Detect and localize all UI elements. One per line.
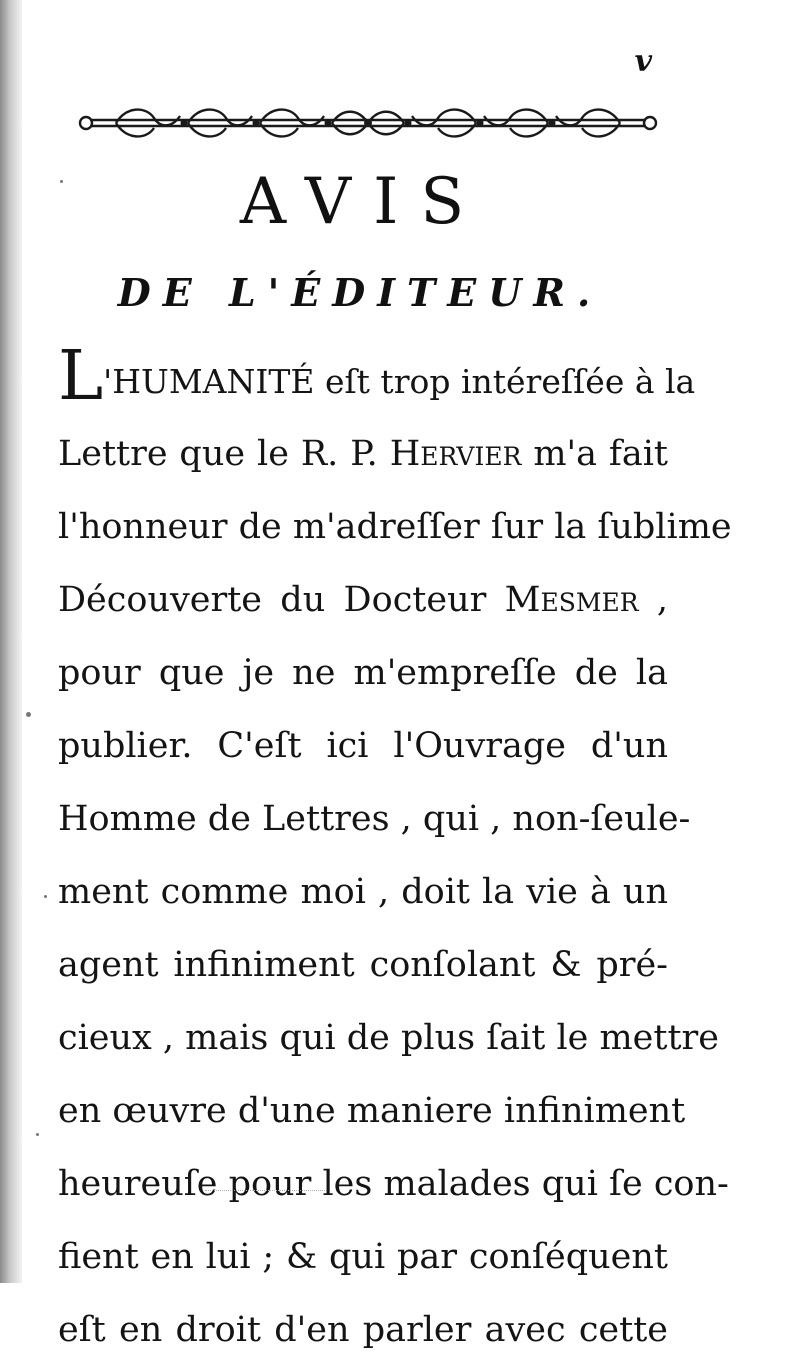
text-line-rest: m'a fait bbox=[521, 434, 668, 474]
faint-rule bbox=[205, 1190, 325, 1191]
page-number: v bbox=[634, 44, 652, 79]
small-caps-word: 'HUMANITÉ bbox=[103, 362, 315, 401]
author-name-hervier: Hervier bbox=[389, 434, 522, 474]
paper-speck bbox=[60, 180, 63, 183]
text-line-7: Homme de Lettres , qui , non-ſeule- bbox=[58, 799, 691, 839]
text-line-5: pour que je ne m'empreſſe de la bbox=[58, 653, 668, 693]
text-line-10: cieux , mais qui de plus ſait le mettre bbox=[58, 1018, 719, 1058]
text-line-6: publier. C'eſt ici l'Ouvrage d'un bbox=[58, 726, 668, 766]
text-line-before: Lettre que le R. P. bbox=[58, 434, 390, 474]
text-line-11: en œuvre d'une maniere infiniment bbox=[58, 1091, 686, 1131]
text-line-9: agent infiniment conſolant & pré- bbox=[58, 945, 668, 985]
body-text bbox=[58, 337, 732, 1367]
text-line-2 bbox=[58, 418, 668, 491]
text-line-4 bbox=[58, 564, 668, 637]
text-line-before: Découverte du Docteur bbox=[58, 580, 505, 620]
text-line-3: l'honneur de m'adreſſer ſur la ſublime bbox=[58, 507, 732, 547]
drop-capital: L bbox=[58, 337, 104, 416]
page-subheading: DE L'ÉDITEUR. bbox=[117, 270, 603, 315]
text-line-8: ment comme moi , doit la vie à un bbox=[58, 872, 668, 912]
paper-speck bbox=[44, 895, 47, 898]
decorative-border-ornament bbox=[76, 100, 660, 144]
text-line-12: heureuſe pour les malades qui ſe con- bbox=[58, 1164, 729, 1204]
text-line-14: eſt en droit d'en parler avec cette bbox=[58, 1310, 668, 1350]
page-heading: AVIS bbox=[239, 165, 487, 239]
author-name-mesmer: Mesmer bbox=[504, 580, 639, 620]
text-line-13: fient en lui ; & qui par conſéquent bbox=[58, 1237, 668, 1277]
paper-speck bbox=[36, 1133, 39, 1136]
text-line-rest: , bbox=[638, 580, 668, 620]
paper-speck bbox=[26, 712, 31, 717]
text-line-1 bbox=[58, 337, 696, 418]
text-line-rest: eſt trop intéreſſée à la bbox=[314, 362, 696, 401]
